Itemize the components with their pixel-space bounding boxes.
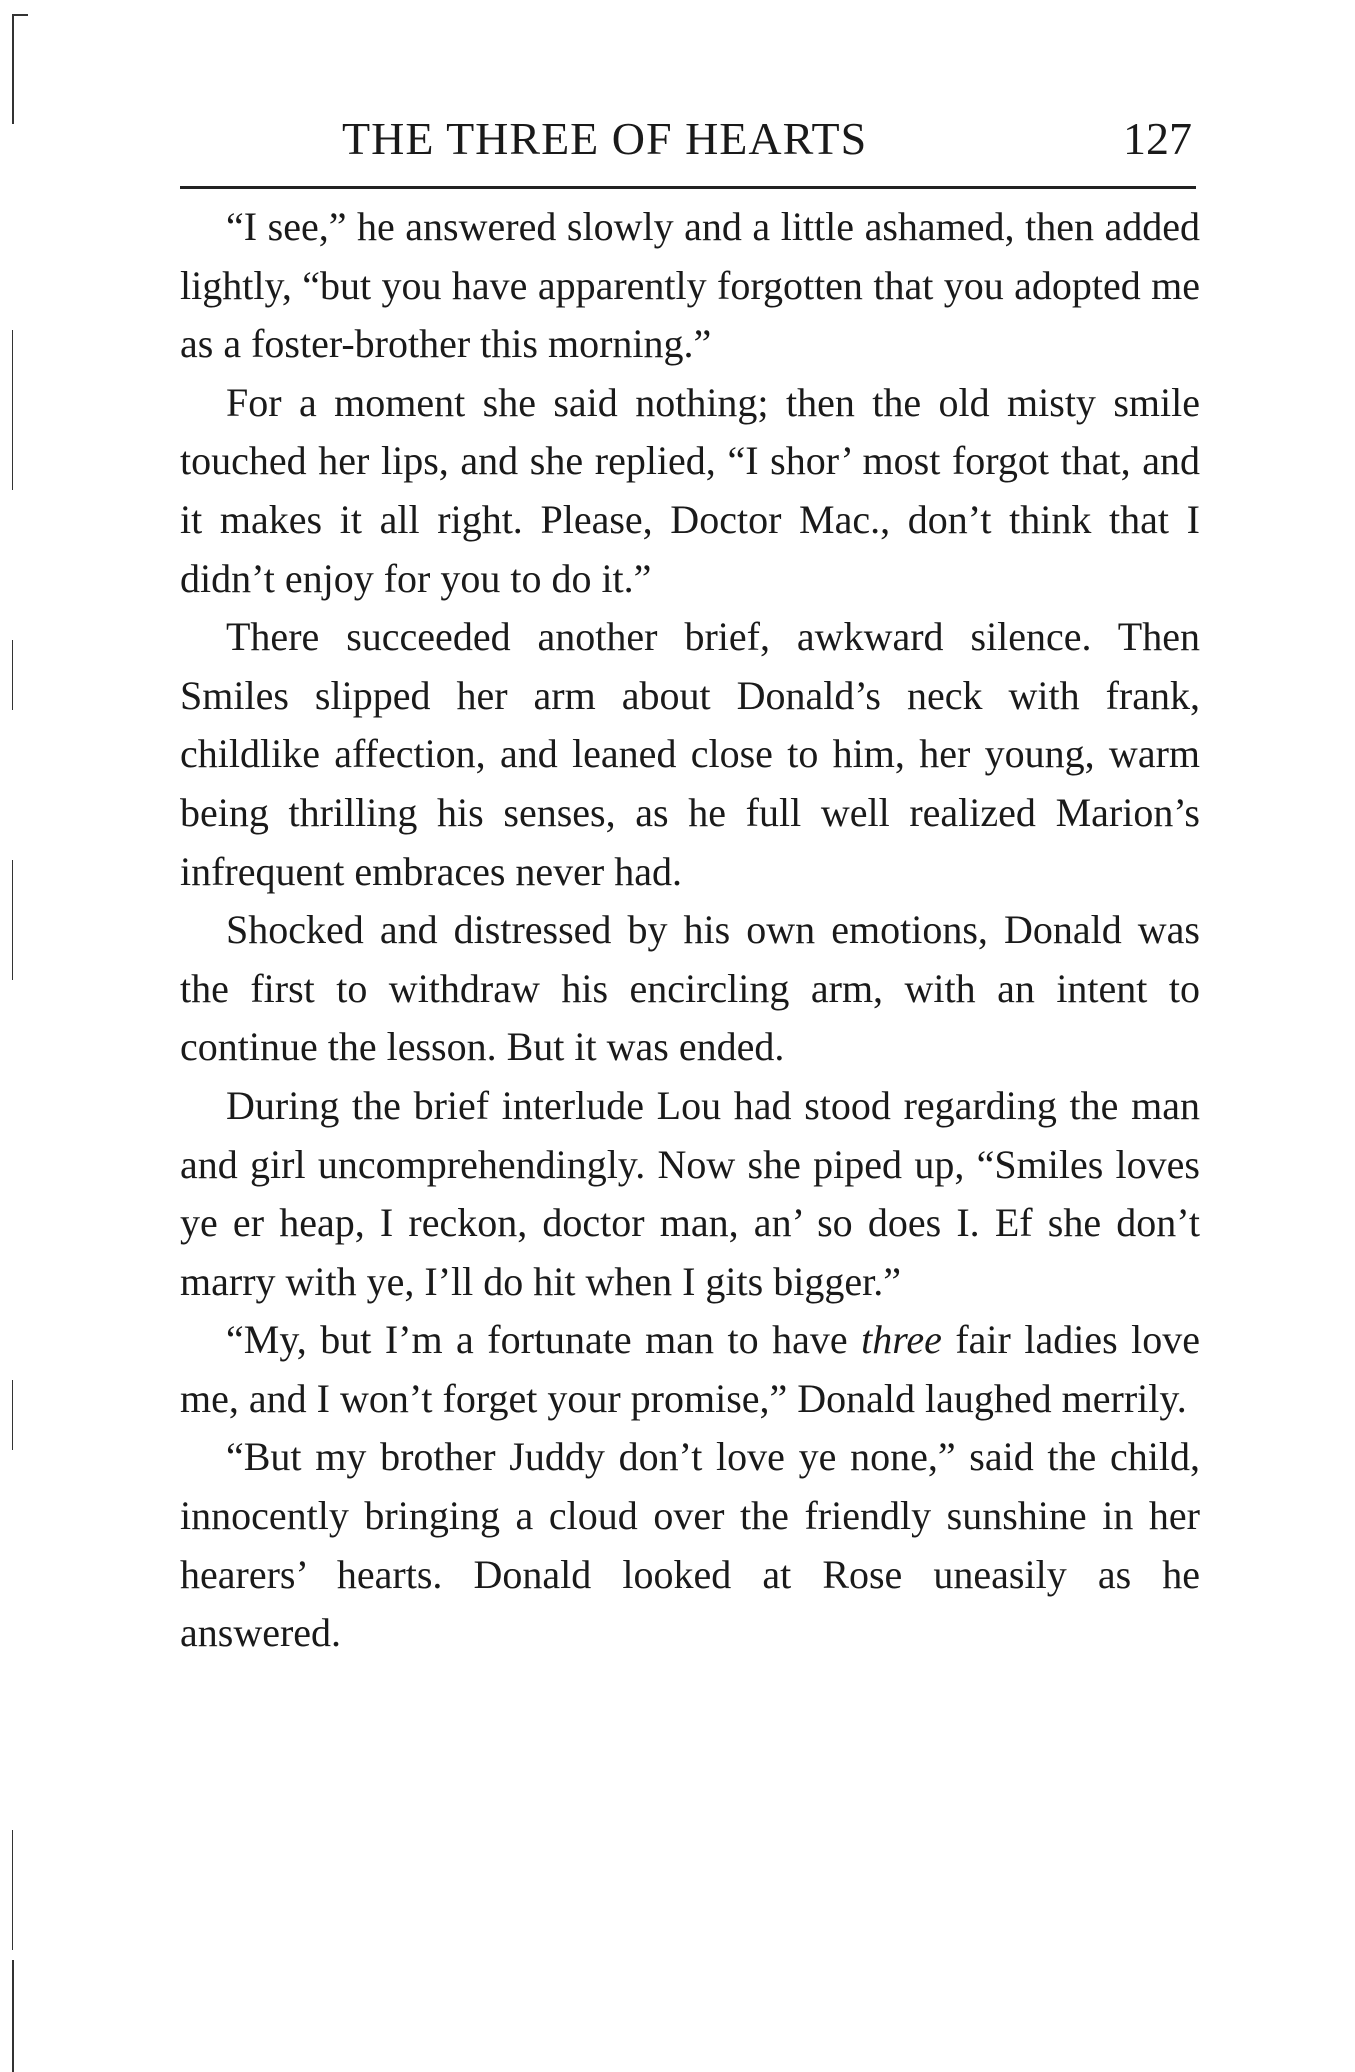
body-text <box>180 198 1200 1663</box>
running-head <box>180 112 1192 172</box>
paragraph: “But my brother Juddy don’t love ye none,” said the child, innocently bringing a cloud over the friendly sunshine in her hearers’ hearts. Donald looked at Rose uneasily as he answered. <box>180 1434 1200 1656</box>
header-rule <box>180 186 1196 189</box>
paragraph-text: fair ladies love me, and I won’t forget your promise,” Donald laughed merrily. <box>180 1317 1200 1421</box>
emphasis-text: three <box>861 1317 942 1363</box>
paragraph-text: “My, but I’m a fortunate man to have <box>226 1317 862 1363</box>
paragraph: There succeeded another brief, awkward silence. Then Smiles slipped her arm about Donald’s neck with frank, childlike affection, and leaned close to him, her young, warm being thrilling his senses, as he full well realized Marion’s infrequent embraces never had. <box>180 614 1200 894</box>
scan-edge-line <box>12 1830 13 1950</box>
paragraph <box>180 1311 1200 1428</box>
scan-edge-line <box>12 1380 13 1450</box>
running-title: THE THREE OF HEARTS <box>342 113 868 164</box>
paragraph: During the brief interlude Lou had stood regarding the man and girl uncomprehendingly. Now she piped up, “Smiles loves ye er heap, I reckon, doctor man, an’ so does I. Ef she don’t marry with ye, I’ll do hit when I gits bigger.” <box>180 1082 1200 1304</box>
paragraph: For a moment she said nothing; then the old misty smile touched her lips, and she replied, “I shor’ most forgot that, and it makes it all right. Please, Doctor Mac., don’t think that I didn’t enjoy for you to do it.” <box>180 379 1200 601</box>
paragraph: Shocked and distressed by his own emotions, Donald was the first to withdraw his encircling arm, with an intent to continue the lesson. But it was ended. <box>180 907 1200 1070</box>
paragraph: “I see,” he answered slowly and a little ashamed, then added lightly, “but you have apparently forgotten that you adopted me as a foster-brother this morning.” <box>180 204 1200 367</box>
scan-edge-corner <box>12 14 28 16</box>
page-number: 127 <box>1123 113 1192 164</box>
scan-edge-line <box>12 640 13 710</box>
scan-edge-line <box>12 1960 14 2072</box>
scan-edge-line <box>12 860 13 980</box>
scan-edge-line <box>12 330 13 490</box>
scan-edge-line <box>12 14 14 124</box>
